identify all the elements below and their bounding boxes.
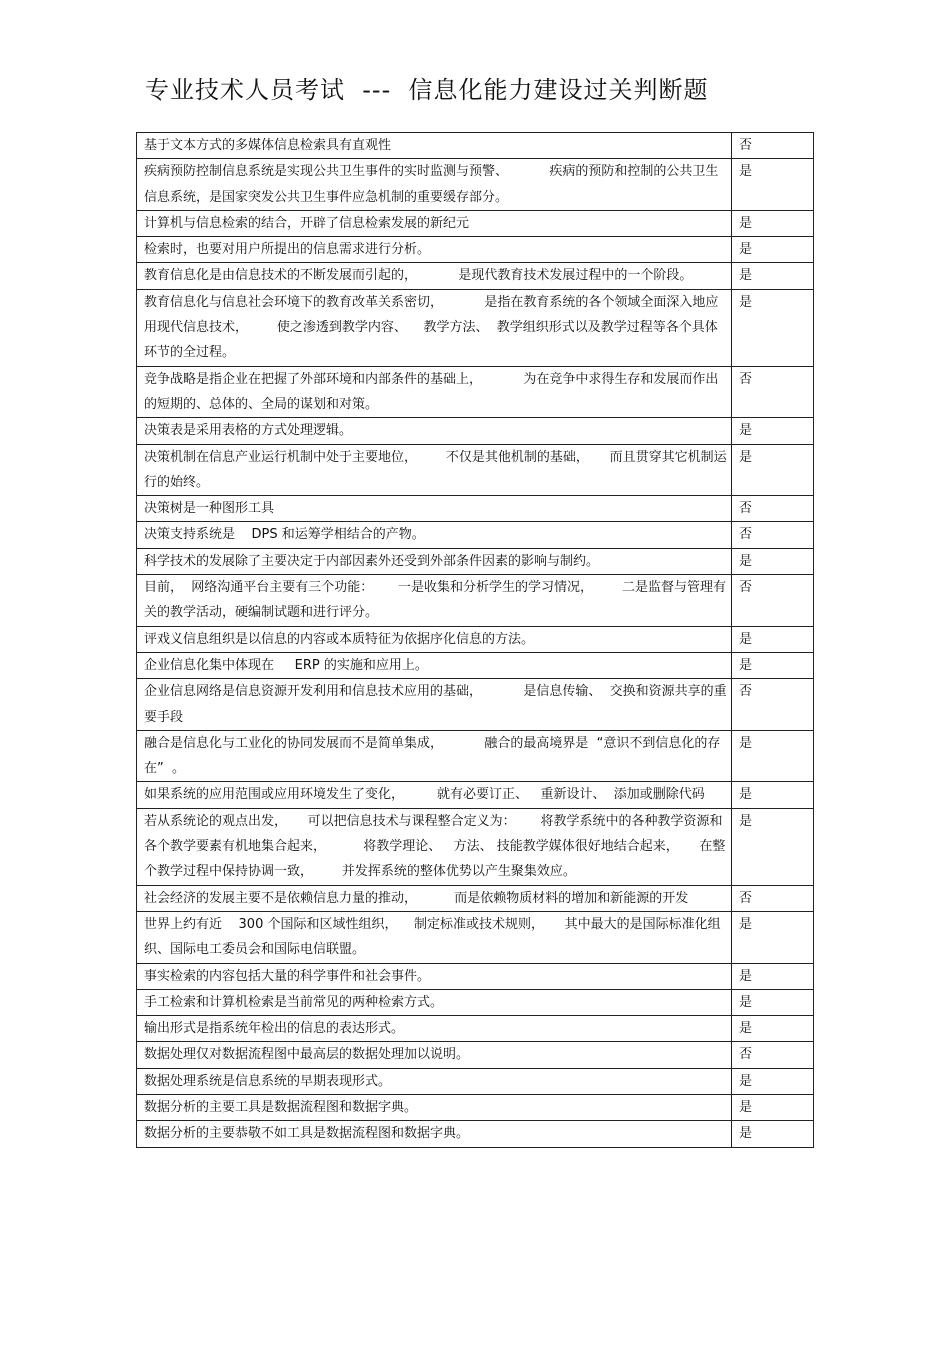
table-row: [137, 1042, 814, 1068]
question-cell: 世界上约有近 300 个国际和区域性组织， 制定标准或技术规则， 其中最大的是国际标准化组织、国际电工委员会和国际电信联盟。: [137, 911, 732, 963]
table-row: [137, 237, 814, 263]
question-cell: 企业信息网络是信息资源开发利用和信息技术应用的基础， 是信息传输、 交换和资源共享的重要手段: [137, 679, 732, 731]
question-cell: 事实检索的内容包括大量的科学事件和社会事件。: [137, 963, 732, 989]
answer-cell: 是: [732, 808, 814, 885]
question-cell: 输出形式是指系统年检出的信息的表达形式。: [137, 1016, 732, 1042]
question-cell: 教育信息化是由信息技术的不断发展而引起的， 是现代教育技术发展过程中的一个阶段。: [137, 263, 732, 289]
table-row: [137, 782, 814, 808]
question-cell: 教育信息化与信息社会环境下的教育改革关系密切， 是指在教育系统的各个领域全面深入地应用现代信息技术， 使之渗透到教学内容、 教学方法、 教学组织形式以及教学过程等各个具体环节的全过程。: [137, 289, 732, 366]
question-cell: 基于文本方式的多媒体信息检索具有直观性: [137, 133, 732, 159]
table-row: [137, 911, 814, 963]
table-row: [137, 1121, 814, 1147]
table-row: [137, 210, 814, 236]
table-row: [137, 652, 814, 678]
answer-cell: 是: [732, 548, 814, 574]
question-cell: 数据处理系统是信息系统的早期表现形式。: [137, 1068, 732, 1094]
question-cell: 决策树是一种图形工具: [137, 496, 732, 522]
table-row: [137, 289, 814, 366]
table-row: [137, 885, 814, 911]
answer-cell: 否: [732, 575, 814, 627]
answer-cell: 否: [732, 496, 814, 522]
question-cell: 融合是信息化与工业化的协同发展而不是简单集成， 融合的最高境界是 “意识不到信息化的存在” 。: [137, 730, 732, 782]
answer-cell: 是: [732, 263, 814, 289]
table-row: [137, 263, 814, 289]
table-row: [137, 626, 814, 652]
question-cell: 数据分析的主要工具是数据流程图和数据字典。: [137, 1094, 732, 1120]
answer-cell: 是: [732, 730, 814, 782]
judgment-table: [136, 132, 814, 1148]
question-cell: 企业信息化集中体现在 ERP 的实施和应用上。: [137, 652, 732, 678]
question-cell: 决策表是采用表格的方式处理逻辑。: [137, 418, 732, 444]
question-cell: 手工检索和计算机检索是当前常见的两种检索方式。: [137, 989, 732, 1015]
answer-cell: 否: [732, 366, 814, 418]
question-cell: 检索时，也要对用户所提出的信息需求进行分析。: [137, 237, 732, 263]
answer-cell: 是: [732, 911, 814, 963]
answer-cell: 是: [732, 1121, 814, 1147]
answer-cell: 是: [732, 782, 814, 808]
table-row: [137, 963, 814, 989]
answer-cell: 是: [732, 159, 814, 211]
question-cell: 疾病预防控制信息系统是实现公共卫生事件的实时监测与预警、 疾病的预防和控制的公共卫生信息系统，是国家突发公共卫生事件应急机制的重要缓存部分。: [137, 159, 732, 211]
answer-cell: 是: [732, 237, 814, 263]
table-row: [137, 808, 814, 885]
question-cell: 评戏义信息组织是以信息的内容或本质特征为依据序化信息的方法。: [137, 626, 732, 652]
answer-cell: 是: [732, 444, 814, 496]
question-cell: 若从系统论的观点出发， 可以把信息技术与课程整合定义为： 将教学系统中的各种教学资源和各个教学要素有机地集合起来， 将教学理论、 方法、 技能教学媒体很好地结合起来， 在整个教学过程中保持协调一致， 并发挥系统的整体优势以产生聚集效应。: [137, 808, 732, 885]
table-row: [137, 159, 814, 211]
answer-cell: 否: [732, 885, 814, 911]
table-row: [137, 444, 814, 496]
question-cell: 数据分析的主要恭敬不如工具是数据流程图和数据字典。: [137, 1121, 732, 1147]
table-row: [137, 1094, 814, 1120]
question-cell: 决策支持系统是 DPS 和运筹学相结合的产物。: [137, 522, 732, 548]
question-cell: 科学技术的发展除了主要决定于内部因素外还受到外部条件因素的影响与制约。: [137, 548, 732, 574]
question-cell: 目前， 网络沟通平台主要有三个功能： 一是收集和分析学生的学习情况， 二是监督与管理有关的教学活动，硬编制试题和进行评分。: [137, 575, 732, 627]
answer-cell: 是: [732, 210, 814, 236]
answer-cell: 是: [732, 418, 814, 444]
answer-cell: 是: [732, 963, 814, 989]
answer-cell: 是: [732, 1068, 814, 1094]
answer-cell: 否: [732, 679, 814, 731]
table-row: [137, 548, 814, 574]
question-cell: 竞争战略是指企业在把握了外部环境和内部条件的基础上， 为在竞争中求得生存和发展而作出的短期的、总体的、全局的谋划和对策。: [137, 366, 732, 418]
answer-cell: 否: [732, 1042, 814, 1068]
answer-cell: 是: [732, 1094, 814, 1120]
table-row: [137, 989, 814, 1015]
question-cell: 数据处理仅对数据流程图中最高层的数据处理加以说明。: [137, 1042, 732, 1068]
table-row: [137, 730, 814, 782]
table-row: [137, 133, 814, 159]
table-row: [137, 1068, 814, 1094]
answer-cell: 否: [732, 522, 814, 548]
table-body: [137, 133, 814, 1148]
answer-cell: 是: [732, 626, 814, 652]
table-row: [137, 679, 814, 731]
question-cell: 如果系统的应用范围或应用环境发生了变化， 就有必要订正、 重新设计、 添加或删除代码: [137, 782, 732, 808]
answer-cell: 是: [732, 1016, 814, 1042]
answer-cell: 是: [732, 989, 814, 1015]
question-cell: 计算机与信息检索的结合，开辟了信息检索发展的新纪元: [137, 210, 732, 236]
answer-cell: 是: [732, 289, 814, 366]
table-row: [137, 496, 814, 522]
table-row: [137, 1016, 814, 1042]
answer-cell: 否: [732, 133, 814, 159]
table-row: [137, 522, 814, 548]
table-row: [137, 366, 814, 418]
question-cell: 决策机制在信息产业运行机制中处于主要地位， 不仅是其他机制的基础， 而且贯穿其它机制运行的始终。: [137, 444, 732, 496]
question-cell: 社会经济的发展主要不是依赖信息力量的推动， 而是依赖物质材料的增加和新能源的开发: [137, 885, 732, 911]
page-title: 专业技术人员考试 --- 信息化能力建设过关判断题: [145, 76, 709, 104]
answer-cell: 是: [732, 652, 814, 678]
table-row: [137, 418, 814, 444]
table-row: [137, 575, 814, 627]
